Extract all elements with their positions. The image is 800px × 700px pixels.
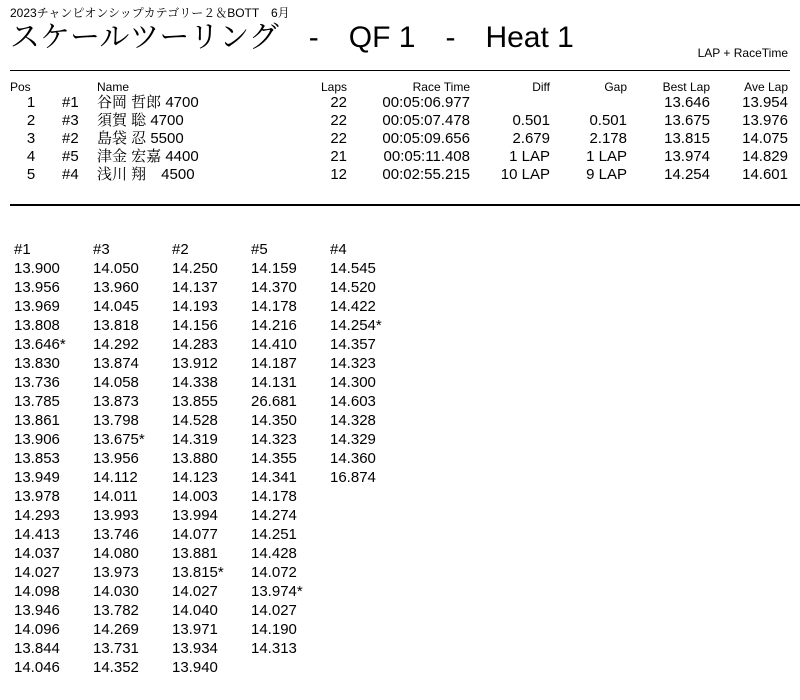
lap-time: 13.675* <box>93 431 145 448</box>
lap-time: 13.736 <box>14 374 60 391</box>
lap-time: 14.216 <box>251 317 297 334</box>
lap-time: 14.355 <box>251 450 297 467</box>
ave-lap: 14.075 <box>742 130 788 147</box>
lap-time: 14.193 <box>172 298 218 315</box>
lap-time: 14.011 <box>93 488 138 505</box>
lap-time: 13.881 <box>172 545 218 562</box>
lap-time: 13.815* <box>172 564 224 581</box>
lap-column-header: #2 <box>172 241 189 258</box>
position: 4 <box>26 148 36 165</box>
lap-time: 26.681 <box>251 393 297 410</box>
lap-time: 14.098 <box>14 583 60 600</box>
lap-time: 14.357 <box>330 336 376 353</box>
driver-name: 島袋 忍 5500 <box>97 130 184 147</box>
best-lap: 13.646 <box>664 94 710 111</box>
lap-time: 13.956 <box>14 279 60 296</box>
lap-time: 13.969 <box>14 298 60 315</box>
lap-time: 13.949 <box>14 469 60 486</box>
col-header-race-time: Race Time <box>412 80 470 94</box>
lap-time: 14.027 <box>251 602 297 619</box>
lap-time: 14.422 <box>330 298 376 315</box>
lap-time: 13.785 <box>14 393 60 410</box>
gap: 1 LAP <box>586 148 627 165</box>
lap-time: 13.808 <box>14 317 60 334</box>
lap-column <box>172 240 250 677</box>
car-number: #3 <box>62 112 79 129</box>
lap-time: 14.292 <box>93 336 139 353</box>
col-header-ave-lap: Ave Lap <box>744 80 788 94</box>
position: 3 <box>26 130 36 147</box>
lap-time: 14.178 <box>251 298 297 315</box>
lap-time: 14.603 <box>330 393 376 410</box>
results-header-row <box>10 80 790 94</box>
lap-time: 13.855 <box>172 393 218 410</box>
lap-time: 14.251 <box>251 526 297 543</box>
race-time: 00:05:07.478 <box>382 112 470 129</box>
car-number: #4 <box>62 166 79 183</box>
lap-time: 14.046 <box>14 659 60 676</box>
col-header-name: Name <box>97 80 130 94</box>
lap-time: 14.254* <box>330 317 382 334</box>
result-row <box>10 148 790 166</box>
result-row <box>10 166 790 184</box>
lap-time: 14.072 <box>251 564 297 581</box>
lap-time: 14.040 <box>172 602 218 619</box>
lap-time: 13.731 <box>93 640 139 657</box>
lap-time: 14.159 <box>251 260 297 277</box>
lap-time: 14.545 <box>330 260 376 277</box>
lap-time: 13.960 <box>93 279 139 296</box>
position: 2 <box>26 112 36 129</box>
lap-time: 14.428 <box>251 545 297 562</box>
results-table <box>10 80 790 184</box>
best-lap: 13.675 <box>664 112 710 129</box>
lap-time: 13.974* <box>251 583 303 600</box>
lap-time: 14.123 <box>172 469 218 486</box>
lap-time: 14.338 <box>172 374 218 391</box>
lap-time: 14.319 <box>172 431 218 448</box>
lap-count: 22 <box>330 94 347 111</box>
lap-time: 13.978 <box>14 488 60 505</box>
lap-count: 12 <box>330 166 347 183</box>
lap-time: 14.293 <box>14 507 60 524</box>
lap-time: 14.027 <box>14 564 60 581</box>
col-header-diff: Diff <box>532 80 550 94</box>
lap-time: 14.058 <box>93 374 139 391</box>
driver-name: 須賀 聡 4700 <box>97 112 184 129</box>
col-header-best-lap: Best Lap <box>662 80 710 94</box>
lap-time: 14.050 <box>93 260 139 277</box>
result-row <box>10 94 790 112</box>
lap-time: 14.350 <box>251 412 297 429</box>
position: 1 <box>26 94 36 111</box>
lap-column <box>14 240 92 677</box>
lap-time: 14.077 <box>172 526 218 543</box>
lap-time: 14.003 <box>172 488 218 505</box>
ave-lap: 14.829 <box>742 148 788 165</box>
lap-time: 14.027 <box>172 583 218 600</box>
lap-time: 13.912 <box>172 355 218 372</box>
lap-time: 14.080 <box>93 545 139 562</box>
lap-column <box>251 240 329 658</box>
best-lap: 14.254 <box>664 166 710 183</box>
lap-time: 13.971 <box>172 621 218 638</box>
result-row <box>10 112 790 130</box>
lap-time: 14.037 <box>14 545 60 562</box>
col-header-laps: Laps <box>320 80 347 94</box>
lap-time: 14.112 <box>93 469 138 486</box>
lap-time: 14.274 <box>251 507 297 524</box>
lap-column-header: #4 <box>330 241 347 258</box>
lap-count: 22 <box>330 130 347 147</box>
lap-time: 14.269 <box>93 621 139 638</box>
lap-column-header: #1 <box>14 241 31 258</box>
diff: 2.679 <box>512 130 550 147</box>
best-lap: 13.815 <box>664 130 710 147</box>
lap-time: 13.830 <box>14 355 60 372</box>
lap-time: 13.873 <box>93 393 139 410</box>
lap-time: 13.973 <box>93 564 139 581</box>
col-header-pos: Pos <box>10 80 31 94</box>
lap-time: 14.528 <box>172 412 218 429</box>
lap-column <box>93 240 171 677</box>
lap-time: 13.853 <box>14 450 60 467</box>
driver-name: 谷岡 哲郎 4700 <box>97 94 199 111</box>
lap-count: 22 <box>330 112 347 129</box>
car-number: #5 <box>62 148 79 165</box>
lap-time: 14.323 <box>330 355 376 372</box>
position: 5 <box>26 166 36 183</box>
lap-time: 13.946 <box>14 602 60 619</box>
diff: 1 LAP <box>509 148 550 165</box>
lap-time: 16.874 <box>330 469 376 486</box>
lap-time: 14.360 <box>330 450 376 467</box>
page-title: スケールツーリング - QF 1 - Heat 1 <box>10 21 574 54</box>
lap-column-header: #3 <box>93 241 110 258</box>
diff: 10 LAP <box>500 166 550 183</box>
col-header-gap: Gap <box>604 80 627 94</box>
event-title: 2023チャンピオンシップカテゴリー２＆BOTT 6月 <box>10 6 290 20</box>
lap-time: 14.313 <box>251 640 297 657</box>
lap-time: 14.410 <box>251 336 297 353</box>
report-type-label: LAP + RaceTime <box>697 46 788 60</box>
lap-time: 14.178 <box>251 488 297 505</box>
lap-time: 13.646* <box>14 336 66 353</box>
lap-time: 13.934 <box>172 640 218 657</box>
gap: 0.501 <box>589 112 627 129</box>
race-time: 00:05:09.656 <box>382 130 470 147</box>
car-number: #1 <box>62 94 79 111</box>
lap-time: 13.874 <box>93 355 139 372</box>
lap-time: 14.329 <box>330 431 376 448</box>
driver-name: 津金 宏嘉 4400 <box>97 148 199 165</box>
car-number: #2 <box>62 130 79 147</box>
lap-time: 14.131 <box>251 374 297 391</box>
gap: 9 LAP <box>586 166 627 183</box>
lap-column-header: #5 <box>251 241 268 258</box>
lap-column <box>330 240 408 487</box>
lap-time: 13.798 <box>93 412 139 429</box>
race-time: 00:05:06.977 <box>382 94 470 111</box>
lap-time: 13.880 <box>172 450 218 467</box>
lap-time: 13.746 <box>93 526 139 543</box>
lap-time: 14.413 <box>14 526 60 543</box>
lap-time: 13.861 <box>14 412 60 429</box>
lap-time: 14.096 <box>14 621 60 638</box>
lap-time: 14.250 <box>172 260 218 277</box>
lap-time: 14.030 <box>93 583 139 600</box>
result-row <box>10 130 790 148</box>
lap-time: 14.045 <box>93 298 139 315</box>
lap-time: 13.994 <box>172 507 218 524</box>
lap-time: 14.352 <box>93 659 139 676</box>
header-rule <box>10 70 790 71</box>
lap-time: 14.370 <box>251 279 297 296</box>
lap-time: 13.782 <box>93 602 139 619</box>
lap-time: 14.323 <box>251 431 297 448</box>
lap-time: 14.187 <box>251 355 297 372</box>
best-lap: 13.974 <box>664 148 710 165</box>
lap-time: 14.341 <box>251 469 297 486</box>
lap-time: 13.844 <box>14 640 60 657</box>
lap-time: 14.137 <box>172 279 218 296</box>
lap-time: 13.900 <box>14 260 60 277</box>
lap-time: 14.283 <box>172 336 218 353</box>
lap-count: 21 <box>330 148 347 165</box>
lap-time: 14.300 <box>330 374 376 391</box>
section-divider <box>10 204 800 206</box>
ave-lap: 14.601 <box>742 166 788 183</box>
lap-time: 13.906 <box>14 431 60 448</box>
lap-time: 13.956 <box>93 450 139 467</box>
lap-time: 13.940 <box>172 659 218 676</box>
driver-name: 浅川 翔 4500 <box>97 166 195 183</box>
race-time: 00:02:55.215 <box>382 166 470 183</box>
lap-time: 13.993 <box>93 507 139 524</box>
race-time: 00:05:11.408 <box>383 148 470 165</box>
lap-time: 14.190 <box>251 621 297 638</box>
diff: 0.501 <box>512 112 550 129</box>
lap-time: 14.156 <box>172 317 218 334</box>
ave-lap: 13.954 <box>742 94 788 111</box>
lap-time: 14.328 <box>330 412 376 429</box>
ave-lap: 13.976 <box>742 112 788 129</box>
lap-time: 14.520 <box>330 279 376 296</box>
lap-time: 13.818 <box>93 317 139 334</box>
gap: 2.178 <box>589 130 627 147</box>
